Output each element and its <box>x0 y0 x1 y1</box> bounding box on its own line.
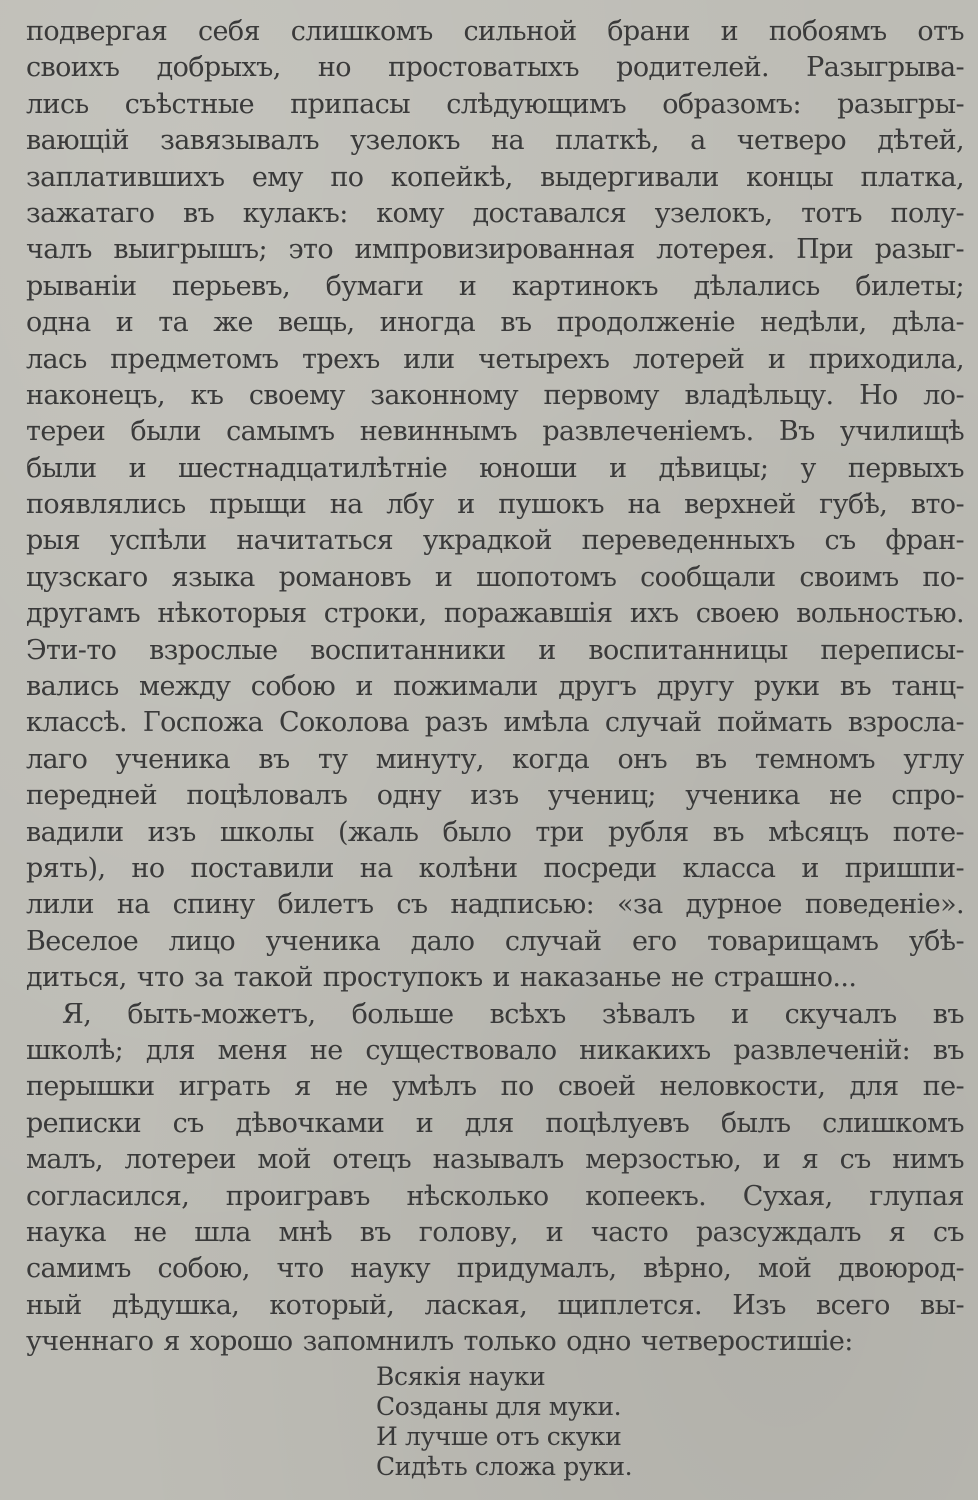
text-line: перышки играть я не умѣлъ по своей неловкости, для пе- <box>26 1071 964 1103</box>
text-line: реписки съ дѣвочками и для поцѣлуевъ былъ слишкомъ <box>26 1107 964 1139</box>
text-line: появлялись прыщи на лбу и пушокъ на верхней губѣ, вто- <box>26 489 964 521</box>
text-line: лили на спину билетъ съ надписью: «за дурное поведеніе». <box>26 889 964 921</box>
verse-line: И лучше отъ скуки <box>376 1422 622 1452</box>
text-line: другамъ нѣкоторыя строки, поражавшія ихъ своею вольностью. <box>26 598 964 630</box>
text-line: чалъ выигрышъ; это импровизированная лотерея. При разыг- <box>26 234 964 266</box>
text-line: лась предметомъ трехъ или четырехъ лотерей и приходила, <box>26 343 964 375</box>
text-line: ученнаго я хорошо запомнилъ только одно четверостишіе: <box>26 1326 853 1358</box>
text-line: цузскаго языка романовъ и шопотомъ сообщали своимъ по- <box>26 561 964 593</box>
text-line: подвергая себя слишкомъ сильной брани и побоямъ отъ <box>26 16 964 47</box>
text-line: школѣ; для меня не существовало никакихъ развлеченій: въ <box>26 1034 964 1066</box>
text-line: рять), но поставили на колѣни посреди класса и пришпи- <box>26 852 964 884</box>
paragraph-2 <box>26 997 964 1361</box>
text-line: Веселое лицо ученика дало случай его товарищамъ убѣ- <box>26 925 964 957</box>
text-line: вающій завязывалъ узелокъ на платкѣ, а четверо дѣтей, <box>26 125 964 157</box>
text-line: вались между собою и пожимали другъ другу руки въ танц- <box>26 671 964 703</box>
text-line: одна и та же вещь, иногда въ продолженіе недѣли, дѣла- <box>26 307 964 339</box>
text-line: передней поцѣловалъ одну изъ учениц; ученика не спро- <box>26 780 964 812</box>
text-line: согласился, проигравъ нѣсколько копеекъ. Сухая, глупая <box>26 1180 964 1212</box>
text-line: рыя успѣли начитаться украдкой переведенныхъ съ фран- <box>26 525 964 557</box>
text-line: тереи были самымъ невиннымъ развлеченіемъ. Въ училищѣ <box>26 416 964 448</box>
text-line: вадили изъ школы (жаль было три рубля въ мѣсяцъ поте- <box>26 816 964 848</box>
paragraph-1 <box>26 14 964 997</box>
verse-line: Сидѣть сложа руки. <box>376 1452 633 1482</box>
verse-line: Созданы для муки. <box>376 1392 622 1422</box>
verse-quatrain <box>376 1362 776 1482</box>
text-line: ный дѣдушка, который, лаская, щиплется. Изъ всего вы- <box>26 1289 964 1321</box>
text-line: были и шестнадцатилѣтніе юноши и дѣвицы; у первыхъ <box>26 452 964 484</box>
text-line: зажатаго въ кулакъ: кому доставался узелокъ, тотъ полу- <box>26 197 964 229</box>
text-line: Эти-то взрослые воспитанники и воспитанницы переписы- <box>26 634 964 666</box>
text-line: самимъ собою, что науку придумалъ, вѣрно, мой двоюрод- <box>26 1253 964 1285</box>
verse-line: Всякія науки <box>376 1362 546 1392</box>
text-line: лаго ученика въ ту минуту, когда онъ въ темномъ углу <box>26 743 964 775</box>
text-line: лись съѣстные припасы слѣдующимъ образомъ: разыгры- <box>26 88 964 120</box>
book-page <box>26 14 964 1494</box>
text-line: Я, быть-можетъ, больше всѣхъ зѣвалъ и скучалъ въ <box>62 998 964 1030</box>
text-line: заплатившихъ ему по копейкѣ, выдергивали концы платка, <box>26 161 964 193</box>
text-line: диться, что за такой проступокъ и наказанье не страшно... <box>26 962 857 994</box>
text-line: наконецъ, къ своему законному первому владѣльцу. Но ло- <box>26 379 964 411</box>
text-line: малъ, лотереи мой отецъ называлъ мерзостью, и я съ нимъ <box>26 1144 964 1176</box>
text-line: рываніи перьевъ, бумаги и картинокъ дѣлались билеты; <box>26 270 964 302</box>
text-line: классѣ. Госпожа Соколова разъ имѣла случай поймать взросла- <box>26 707 964 739</box>
text-line: наука не шла мнѣ въ голову, и часто разсуждалъ я съ <box>26 1216 964 1248</box>
text-line: своихъ добрыхъ, но простоватыхъ родителей. Разыгрыва- <box>26 52 964 84</box>
